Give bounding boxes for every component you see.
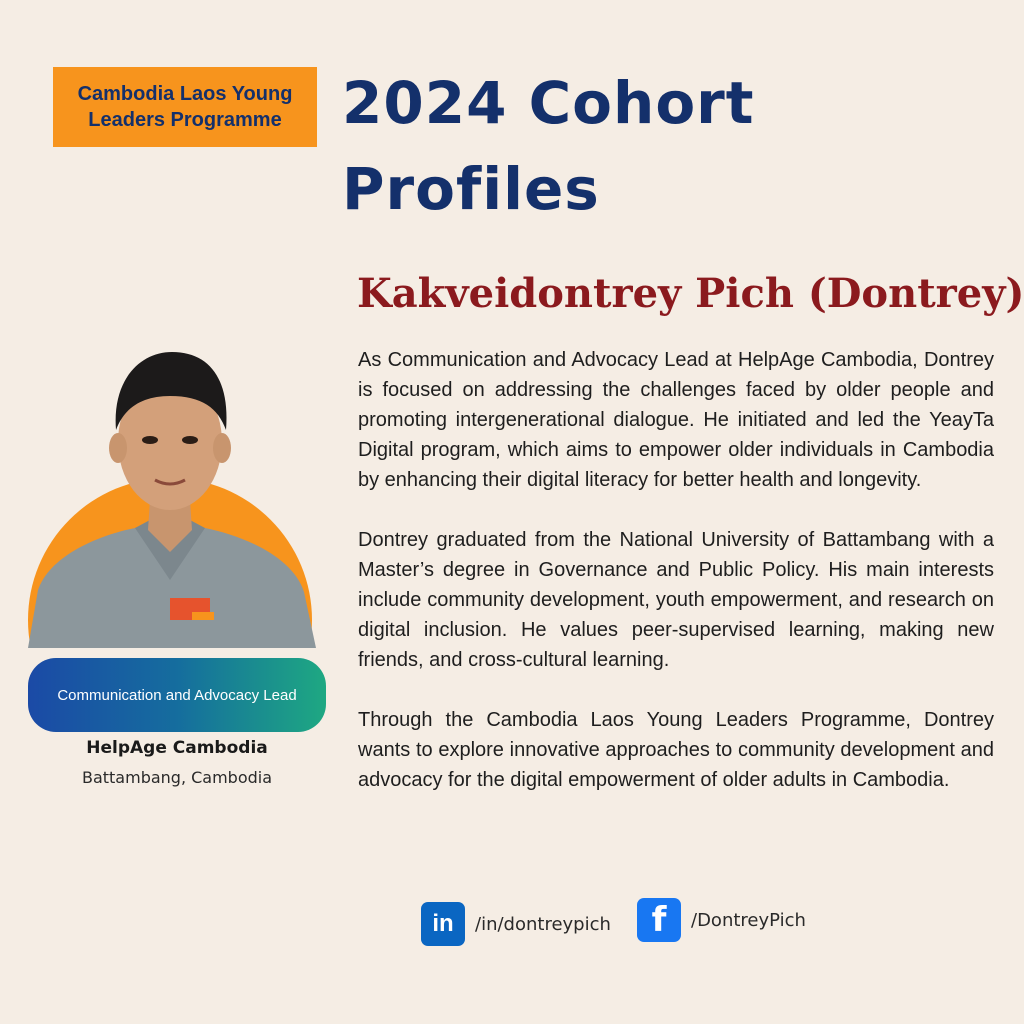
facebook-icon[interactable] bbox=[637, 898, 681, 942]
programme-badge-line1: Cambodia Laos Young bbox=[77, 83, 293, 105]
linkedin-icon[interactable] bbox=[421, 902, 465, 946]
page-title-line2: Profiles bbox=[342, 155, 600, 223]
programme-badge bbox=[53, 67, 317, 147]
linkedin-handle[interactable]: /in/dontreypich bbox=[475, 913, 611, 935]
page-title-line1: 2024 Cohort bbox=[342, 69, 755, 137]
bio-paragraph-1: As Communication and Advocacy Lead at HelpAge Cambodia, Dontrey is focused on addressing the challenges faced by older people and promoting intergenerational dialogue. He initiated and led the YeayTa Digital program, which aims to empower older individuals in Cambodia by enhancing their digital literacy for better health and longevity. bbox=[358, 349, 994, 491]
profile-portrait bbox=[20, 330, 320, 650]
organization-location: Battambang, Cambodia bbox=[81, 768, 273, 787]
role-pill bbox=[28, 658, 326, 732]
profile-name: Kakveidontrey Pich (Dontrey) bbox=[357, 270, 1024, 317]
profile-bio bbox=[358, 345, 994, 825]
linkedin-link[interactable] bbox=[421, 902, 611, 946]
facebook-handle[interactable]: /DontreyPich bbox=[691, 909, 806, 931]
bio-paragraph-2: Dontrey graduated from the National University of Battambang with a Master’s degree in Governance and Public Policy. His main interests include community development, youth empowerment, and research on digital inclusion. He values peer-supervised learning, making new friends, and cross-cultural learning. bbox=[358, 529, 994, 671]
role-label: Communication and Advocacy Lead bbox=[57, 686, 297, 704]
linkedin-glyph: in bbox=[432, 910, 454, 937]
bio-paragraph-3: Through the Cambodia Laos Young Leaders Programme, Dontrey wants to explore innovative approaches to community development and advocacy for the digital empowerment of older adults in Cambodia. bbox=[358, 709, 994, 791]
programme-badge-line2: Leaders Programme bbox=[88, 109, 282, 131]
facebook-link[interactable] bbox=[637, 898, 806, 942]
organization-name: HelpAge Cambodia bbox=[86, 738, 268, 758]
facebook-glyph: f bbox=[651, 900, 667, 940]
page-title bbox=[342, 60, 942, 232]
